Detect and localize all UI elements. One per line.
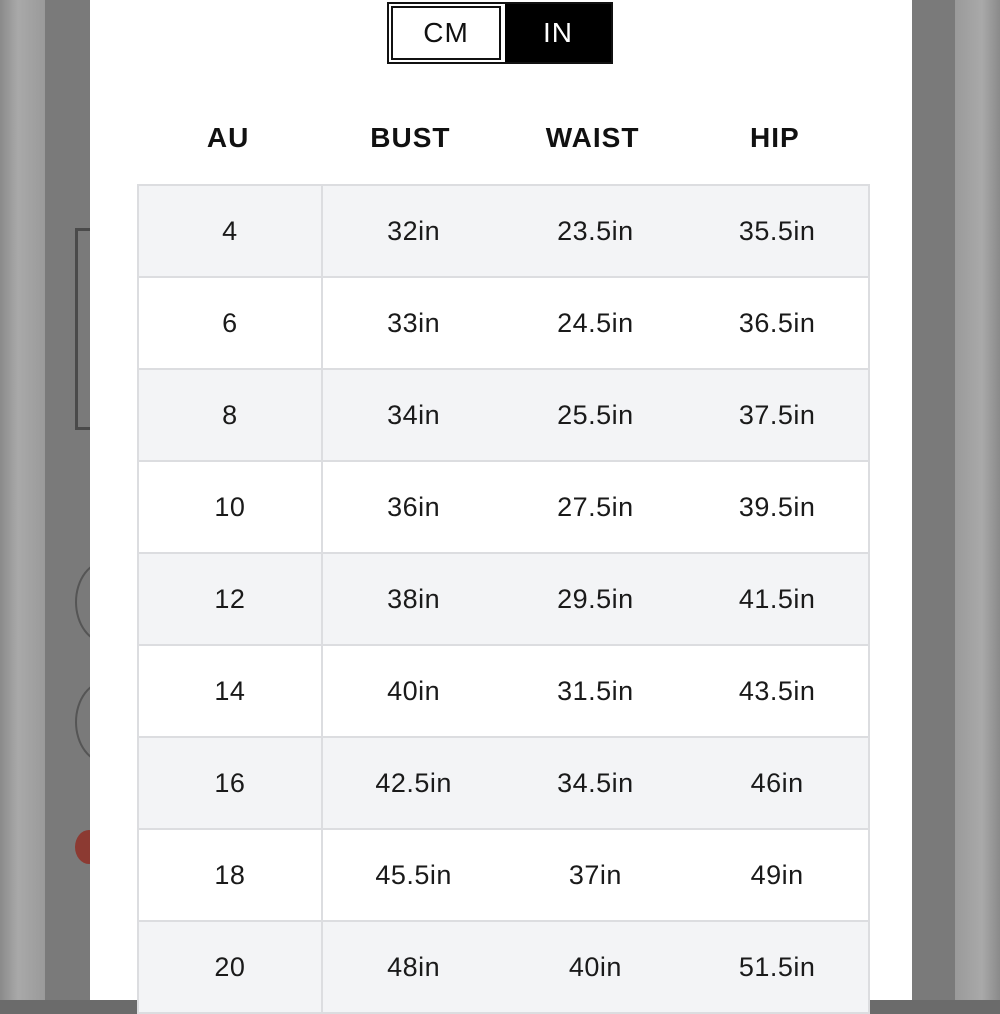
bust-cell: 45.5in [375,859,452,890]
table-row [139,370,868,462]
table-row [139,738,868,830]
size-cell: 16 [139,738,323,828]
table-row [139,278,868,370]
hip-cell: 49in [750,859,804,890]
bust-cell: 36in [387,491,441,522]
waist-cell: 24.5in [557,307,634,338]
column-header-au: AU [206,122,250,153]
size-cell: 6 [139,278,323,368]
hip-cell: 36.5in [738,307,816,338]
waist-cell: 27.5in [557,491,634,522]
hip-cell: 46in [750,767,804,798]
table-row [139,646,868,738]
size-cell: 4 [139,186,323,276]
hip-cell: 51.5in [738,951,816,982]
table-row [139,922,868,1014]
hip-cell: 35.5in [738,215,816,246]
bust-cell: 48in [387,951,441,982]
waist-cell: 34.5in [557,767,634,798]
bust-cell: 42.5in [375,767,452,798]
bust-cell: 34in [387,399,441,430]
size-cell: 18 [139,830,323,920]
table-row [139,830,868,922]
bust-cell: 38in [387,583,441,614]
size-cell: 8 [139,370,323,460]
table-row [139,554,868,646]
size-cell: 10 [139,462,323,552]
unit-cm-button[interactable]: CM [391,6,501,60]
hip-cell: 43.5in [738,675,816,706]
waist-cell: 29.5in [557,583,634,614]
hip-cell: 39.5in [738,491,816,522]
unit-toggle [387,2,613,64]
size-guide-modal [90,0,912,1000]
size-cell: 14 [139,646,323,736]
column-header-waist: WAIST [545,122,640,153]
size-table-header [137,118,866,158]
hip-cell: 37.5in [738,399,816,430]
waist-cell: 23.5in [557,215,634,246]
screen-frame-left [0,0,45,1000]
table-row [139,462,868,554]
size-cell: 20 [139,922,323,1012]
bust-cell: 40in [387,675,441,706]
unit-in-button[interactable]: IN [505,4,611,62]
column-header-hip: HIP [750,122,800,153]
bust-cell: 32in [387,215,441,246]
hip-cell: 41.5in [738,583,816,614]
size-table [137,184,870,1014]
bust-cell: 33in [387,307,441,338]
screen-frame-right [955,0,1000,1000]
waist-cell: 31.5in [557,675,634,706]
size-cell: 12 [139,554,323,644]
waist-cell: 25.5in [557,399,634,430]
column-header-bust: BUST [370,122,451,153]
waist-cell: 40in [568,951,622,982]
table-row [139,186,868,278]
waist-cell: 37in [568,859,622,890]
